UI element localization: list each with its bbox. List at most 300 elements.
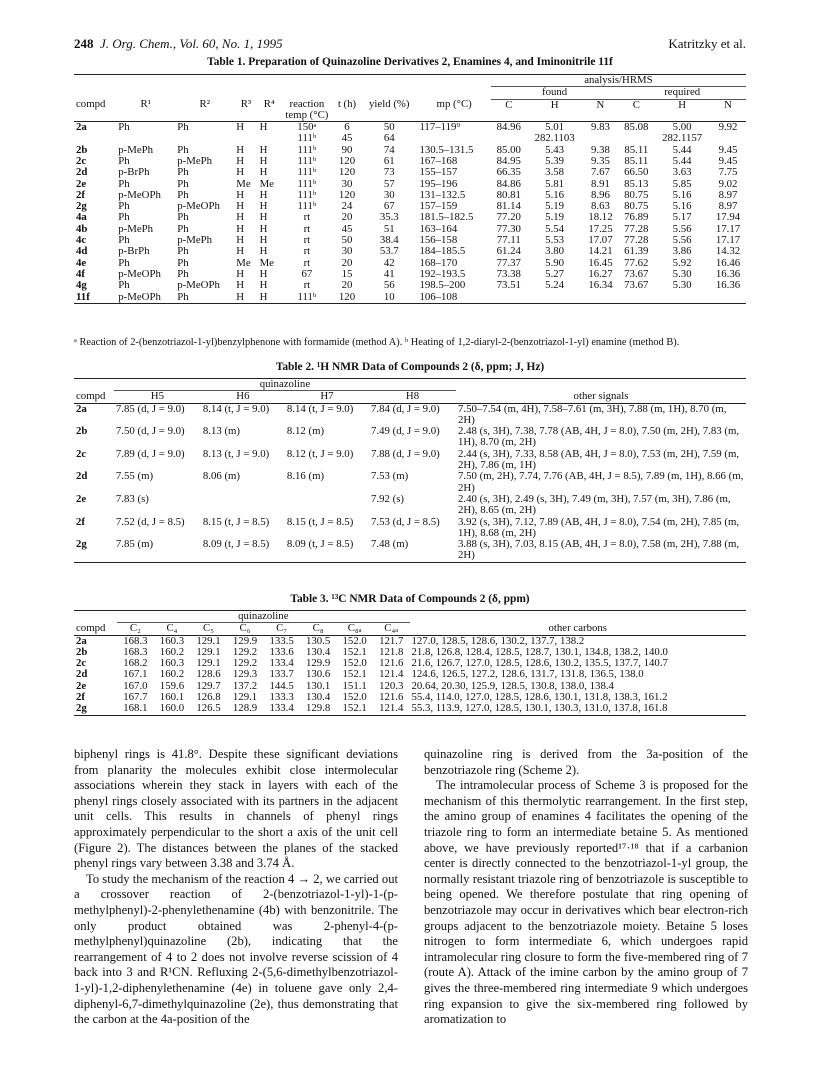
table1-row — [74, 122, 746, 134]
table-cell: 80.75 — [624, 200, 649, 213]
table-cell: 127.0, 128.5, 128.6, 130.2, 137.7, 138.2 — [411, 634, 585, 647]
table-cell: 120 — [338, 154, 356, 167]
table-cell: 129.1 — [196, 634, 221, 647]
table3-column-header: C₂ — [117, 623, 154, 635]
table-cell: H — [259, 267, 268, 280]
table-cell: 130.5 — [305, 634, 331, 647]
table1-column-header: yield (%) — [361, 99, 417, 122]
table-cell: 5.85 — [672, 177, 692, 190]
table-cell: H — [259, 200, 268, 213]
table-cell: 16.46 — [715, 256, 741, 269]
table-cell: 9.83 — [591, 121, 610, 134]
table2-row — [74, 539, 746, 562]
table-cell: 195–196 — [419, 177, 458, 190]
table-cell: 160.3 — [159, 634, 185, 647]
table-cell — [583, 292, 619, 304]
table-cell: 7.75 — [718, 166, 738, 179]
table-cell: 129.1 — [232, 691, 258, 704]
table-cell: H — [259, 279, 268, 292]
table1-row — [74, 167, 746, 178]
table-cell: 55.4, 114.0, 127.0, 128.5, 128.6, 130.1, 131.8, 138.3, 161.2 — [411, 691, 668, 704]
table-cell: Ph — [175, 292, 234, 304]
table2-caption: Table 2. ¹H NMR Data of Compounds 2 (δ, ppm; J, Hz) — [275, 361, 545, 373]
body-paragraph: The intramolecular process of Scheme 3 is proposed for the mechanism of this thermolytic rearrangement. In the first step, the amino group of enamines 4 facilitates the opening of the triazole ring to form an intermediate betaine 5. As mentioned above, we have previously reported¹⁷·¹⁸ that if a carbanion center is directly connected to the benzotriazol-1-yl group, the normally resistant triazole ring of benzotriazole is susceptible to being opened. We therefore postulate that ring opening of benzotriazole may occur in derivatives which bear electron-rich groups adjacent to the benzotriazole moiety. Betaine 5 loses nitrogen to form intermediate 6, which undergoes rapid intramolecular ring closure to form the five-membered ring of 7 (route A). Attack of the imine carbon by the amino group of 7 gives the three-membered ring intermediate 9 which undergoes ring expansion to give the six-membered ring followed by aromatization to — [424, 778, 748, 1027]
table-cell — [583, 133, 619, 144]
table-cell: 9.92 — [718, 121, 738, 134]
table-cell: 55.3, 113.9, 127.0, 128.5, 130.1, 130.3, 131.0, 137.8, 161.8 — [410, 703, 747, 715]
table-cell: 20 — [341, 256, 353, 269]
table-cell: H — [259, 234, 268, 247]
table-cell: 51 — [383, 222, 395, 235]
table-cell: Me — [236, 256, 251, 269]
table-cell — [285, 494, 369, 517]
table-cell: 77.11 — [496, 234, 521, 247]
table-cell: 121.4 — [373, 703, 410, 715]
table-cell: 90 — [341, 143, 353, 156]
table-cell — [417, 133, 490, 144]
table-cell: 121.8 — [379, 645, 404, 658]
table-cell: 152.0 — [342, 691, 367, 704]
table-cell: Ph — [177, 143, 189, 156]
table-cell: H — [236, 267, 245, 280]
table-cell: 128.6 — [196, 668, 221, 681]
table-cell: Ph — [177, 222, 189, 235]
table-cell: H — [236, 200, 245, 213]
table-cell: 3.58 — [545, 166, 565, 179]
table-cell: 16.34 — [588, 279, 613, 292]
table-cell: 9.02 — [718, 177, 738, 190]
table-cell: 18.12 — [588, 211, 613, 224]
table-cell: 9.45 — [718, 143, 738, 156]
table-cell: 111ᵇ — [297, 154, 317, 167]
table-cell: 7.53 (m) — [371, 470, 409, 483]
table-cell: 129.8 — [300, 703, 337, 715]
table-cell: 20.64, 20.30, 125.9, 128.5, 130.8, 138.0, 138.4 — [411, 679, 614, 692]
table-cell: 2e — [76, 177, 87, 190]
table1-footnote: ᵃ Reaction of 2-(benzotriazol-1-yl)benzylphenone with formamide (method A). ᵇ Heating of 1,2-diaryl-2-(benzotriazol-1-yl) enamine (method B). — [74, 337, 680, 348]
table-cell: 5.19 — [545, 200, 565, 213]
table2-column-header: H8 — [369, 391, 456, 403]
table-cell: p-MeOPh — [118, 267, 161, 280]
table-cell: 77.37 — [496, 256, 521, 269]
table-cell: 160.3 — [159, 657, 185, 670]
table-cell: 2d — [76, 668, 88, 681]
table-cell: 7.84 (d, J = 9.0) — [371, 402, 440, 415]
table1-column-header: t (h) — [333, 99, 361, 122]
table-cell: rt — [303, 245, 311, 258]
table-cell: 4e — [76, 256, 87, 269]
table-cell: H — [259, 188, 268, 201]
table-cell: H — [236, 121, 245, 134]
table-cell: 5.30 — [672, 279, 692, 292]
table-cell: H — [236, 154, 245, 167]
table-cell: 2.44 (s, 3H), 7.33, 8.58 (AB, 4H, J = 8.0), 7.53 (m, 2H), 7.59 (m, 2H), 7.86 (m, 1H) — [458, 447, 740, 472]
table-cell: 5.24 — [545, 279, 565, 292]
table-cell: H — [259, 166, 268, 179]
table2-row — [74, 426, 746, 449]
table3-column-header: C₄ — [154, 623, 191, 635]
table2-row — [74, 403, 746, 426]
table-cell: 3.63 — [672, 166, 692, 179]
table-cell: 73 — [383, 166, 395, 179]
table-cell: 7.48 (m) — [369, 539, 456, 562]
table-cell: 77.20 — [496, 211, 521, 224]
table-cell: 3.86 — [672, 245, 692, 258]
table3-caption: Table 3. ¹³C NMR Data of Compounds 2 (δ, ppm) — [290, 593, 530, 605]
table-cell: 152.1 — [342, 645, 367, 658]
table-cell: 2.40 (s, 3H), 2.49 (s, 3H), 7.49 (m, 3H), 7.57 (m, 3H), 7.86 (m, 2H), 8.65 (m, 2H) — [458, 492, 731, 517]
table-cell: 57 — [383, 177, 395, 190]
table-cell: 8.63 — [591, 200, 610, 213]
table-cell: 11f — [74, 292, 116, 304]
table-cell: 2f — [76, 188, 85, 201]
table1-column-header: compd — [74, 99, 116, 122]
table-cell: 5.01 — [545, 121, 565, 134]
table-cell: 160.0 — [154, 703, 191, 715]
table1-column-header: R⁴ — [258, 99, 281, 122]
table-cell: 5.90 — [545, 256, 565, 269]
table-cell: 157–159 — [419, 200, 458, 213]
table-cell: 126.5 — [190, 703, 227, 715]
table-cell: 5.39 — [545, 154, 565, 167]
table-cell: 8.06 (m) — [202, 470, 241, 483]
table-cell: 2g — [74, 539, 114, 562]
table3-column-header: C₈ — [300, 623, 337, 635]
table-cell: 81.14 — [496, 200, 521, 213]
table-cell: 80.75 — [624, 188, 649, 201]
table-cell: 137.2 — [232, 679, 258, 692]
table-cell: 2g — [76, 200, 87, 213]
table-cell: 198.5–200 — [419, 279, 466, 292]
table-cell: p-MeOPh — [177, 200, 220, 213]
table-cell: 121.7 — [379, 634, 404, 647]
table-cell: 42 — [383, 256, 395, 269]
table1-column-header: R¹ — [116, 99, 175, 122]
table-cell: 111ᵇ — [297, 177, 317, 190]
table-cell: 35.3 — [379, 211, 399, 224]
table-cell: 192–193.5 — [419, 267, 466, 280]
table-cell: 7.50–7.54 (m, 4H), 7.58–7.61 (m, 3H), 7.88 (m, 1H), 8.70 (m, 2H) — [458, 402, 727, 426]
table-cell: H — [236, 211, 245, 224]
table-cell — [710, 292, 746, 304]
table3-group-label: quinazoline — [117, 611, 409, 623]
table-cell: 6 — [344, 121, 350, 134]
table-cell — [618, 292, 654, 304]
table-cell: 129.9 — [305, 657, 331, 670]
table-cell: H — [259, 245, 268, 258]
table-cell: 8.14 (t, J = 9.0) — [202, 402, 270, 415]
table-cell: 130.4 — [305, 691, 331, 704]
table-cell: 111ᵇ — [297, 166, 317, 179]
table-cell — [116, 133, 175, 144]
table-cell: 77.28 — [624, 222, 649, 235]
table-cell: 85.13 — [624, 177, 649, 190]
table-cell: 7.89 (d, J = 9.0) — [115, 447, 185, 460]
table-cell: 24 — [341, 200, 353, 213]
table-cell: 168–170 — [419, 256, 458, 269]
body-right-column — [424, 747, 748, 1028]
table2-row — [74, 494, 746, 517]
table-cell: 17.94 — [715, 211, 741, 224]
table-cell: 21.6, 126.7, 127.0, 128.5, 128.6, 130.2, 135.5, 137.7, 140.7 — [411, 657, 668, 670]
table-cell: Ph — [118, 279, 130, 292]
table-cell: 80.81 — [496, 188, 521, 201]
page-number: 248 — [74, 36, 94, 51]
table-cell: 133.4 — [269, 657, 294, 670]
table-cell: 2c — [76, 657, 87, 670]
table-cell: 130.1 — [305, 679, 331, 692]
table-cell: 14.21 — [588, 245, 613, 258]
table-cell: 168.1 — [117, 703, 154, 715]
table-cell — [175, 133, 234, 144]
table-cell: p-MeOPh — [118, 188, 161, 201]
table-cell: rt — [303, 211, 311, 224]
table-cell: 2d — [76, 470, 88, 483]
table-cell: H — [236, 166, 245, 179]
table-cell: 7.50 (m, 2H), 7.74, 7.76 (AB, 4H, J = 8.5), 7.89 (m, 1H), 8.66 (m, 2H) — [458, 470, 744, 494]
table-cell: Ph — [177, 256, 189, 269]
table-cell: 7.50 (d, J = 9.0) — [115, 425, 185, 438]
table-cell: 2e — [76, 679, 87, 692]
table-cell: 30 — [383, 188, 395, 201]
table-cell: 17.17 — [715, 222, 741, 235]
table-cell: 160.1 — [159, 691, 185, 704]
table-cell: 2f — [76, 515, 85, 528]
table-cell: 7.92 (s) — [371, 492, 404, 505]
table-cell: 168.3 — [123, 634, 148, 647]
table-cell: Ph — [177, 166, 189, 179]
table-cell: 130.6 — [305, 668, 331, 681]
table-cell: Ph — [118, 234, 130, 247]
table-cell: 50 — [341, 234, 353, 247]
table2-column-header: H5 — [114, 391, 201, 403]
table-cell: 7.49 (d, J = 9.0) — [371, 425, 440, 438]
table-cell: 66.35 — [496, 166, 521, 179]
table-cell: Ph — [177, 177, 189, 190]
table-cell: 121.6 — [379, 691, 404, 704]
table-cell: 2c — [76, 447, 87, 460]
table-cell: 74 — [383, 143, 395, 156]
table-cell: Me — [259, 256, 274, 269]
table-cell: 129.3 — [232, 668, 258, 681]
table1-column-header: H — [527, 99, 583, 122]
table-cell: 128.9 — [227, 703, 264, 715]
table-cell: 8.13 (t, J = 9.0) — [202, 447, 270, 460]
table3-row — [74, 703, 746, 715]
table-cell — [654, 292, 710, 304]
table3-column-header: other carbons — [410, 623, 747, 635]
table-cell: 84.96 — [496, 121, 521, 134]
table-cell: Ph — [118, 177, 130, 190]
table-cell: 17.17 — [715, 234, 741, 247]
table2-group-label: quinazoline — [114, 379, 456, 391]
table-cell: 7.55 (m) — [115, 470, 154, 483]
table1-column-header: C — [618, 99, 654, 122]
table-cell: 50 — [383, 121, 395, 134]
table1-column-header: C — [491, 99, 527, 122]
table-cell: 133.7 — [269, 668, 294, 681]
table-cell: 2b — [76, 645, 88, 658]
table3-column-header: C₇ — [263, 623, 300, 635]
table-cell: 5.53 — [545, 234, 565, 247]
table-cell: 126.8 — [196, 691, 221, 704]
table-cell: 14.32 — [715, 245, 741, 258]
table1-row — [74, 246, 746, 257]
table-cell: Ph — [118, 154, 130, 167]
table-cell: 5.27 — [545, 267, 565, 280]
table-cell: 3.92 (s, 3H), 7.12, 7.89 (AB, 4H, J = 8.0), 7.54 (m, 2H), 7.85 (m, 1H), 8.68 (m, 2H) — [458, 515, 740, 539]
table-cell: 5.17 — [672, 211, 692, 224]
table-cell: 130.4 — [305, 645, 331, 658]
table-cell: H — [258, 292, 281, 304]
table-cell: 181.5–182.5 — [419, 211, 474, 224]
table-cell — [201, 494, 285, 517]
table-cell — [710, 133, 746, 144]
table-cell: 76.89 — [624, 211, 649, 224]
table-cell: 152.1 — [342, 668, 367, 681]
table1-row — [74, 292, 746, 304]
table-cell: 85.11 — [624, 143, 649, 156]
table-cell: 159.6 — [159, 679, 185, 692]
table-cell: H — [236, 234, 245, 247]
table-cell: 53.7 — [379, 245, 399, 258]
table1-column-header: mp (°C) — [417, 99, 490, 122]
table2-column-header: H7 — [285, 391, 369, 403]
table-cell: 7.83 (s) — [115, 492, 149, 505]
table-cell — [491, 292, 527, 304]
table2-row — [74, 517, 746, 540]
table-cell: 77.30 — [496, 222, 521, 235]
table-cell: 7.85 (d, J = 9.0) — [115, 402, 185, 415]
table-cell: 5.44 — [672, 143, 692, 156]
table-cell: 5.56 — [672, 222, 692, 235]
table1-required-label: required — [618, 87, 746, 99]
table-cell: 16.27 — [588, 267, 613, 280]
table-cell: 85.08 — [624, 121, 649, 134]
body-paragraph: To study the mechanism of the reaction 4 → 2, we carried out a crossover reaction of 2-(benzotriazol-1-yl)-1-(p-methylphenyl)-2-phenylethenamine (4b) with benzonitrile. The only product obtained was 2-phenyl-4-(p-methylphenyl)quinazoline (2b), indicating that the rearrangement of 4 to 2 does not involve reverse scission of 4 back into 3 and R¹CN. Refluxing 2-(5,6-dimethylbenzotriazol-1-yl)-1,2-diphenylethenamine (4e) in toluene gave only 2,4-diphenyl-6,7-dimethylquinazoline (2e), thus demonstrating that the carbon at the 4a-position of the — [74, 871, 398, 1027]
table-cell: 133.5 — [269, 634, 294, 647]
table-cell: 120.3 — [379, 679, 404, 692]
table-cell: 30 — [341, 177, 353, 190]
table-cell: p-MePh — [118, 143, 154, 156]
table-cell: Me — [236, 177, 251, 190]
table-cell: 7.52 (d, J = 8.5) — [115, 515, 185, 528]
table-cell: 133.4 — [263, 703, 300, 715]
table-cell: 8.09 (t, J = 8.5) — [201, 539, 285, 562]
table-cell: p-MePh — [177, 234, 213, 247]
table-cell: rt — [303, 222, 311, 235]
table-cell: 8.09 (t, J = 8.5) — [285, 539, 369, 562]
table-cell: Ph — [118, 211, 130, 224]
table1-column-header: reaction temp (°C) — [281, 99, 333, 122]
table-cell: Me — [259, 177, 274, 190]
table2-column-header: other signals — [456, 391, 746, 403]
table-cell: p-MePh — [118, 222, 154, 235]
table-cell: 4b — [76, 222, 88, 235]
table-cell: 7.53 (d, J = 8.5) — [371, 515, 440, 528]
table-cell: 4g — [76, 279, 87, 292]
table-cell: 85.11 — [624, 154, 649, 167]
table-cell: 167.1 — [123, 668, 148, 681]
table-cell: 2b — [76, 425, 88, 438]
table-cell: 5.00 — [672, 121, 692, 134]
table-cell: H — [236, 143, 245, 156]
table3 — [74, 610, 746, 716]
table-cell: 5.92 — [672, 256, 692, 269]
table-cell: p-MeOPh — [177, 279, 220, 292]
table-cell: p-BrPh — [118, 166, 150, 179]
table-cell: Ph — [118, 200, 130, 213]
table1-row — [74, 280, 746, 291]
table-cell: 9.45 — [718, 154, 738, 167]
table-cell: 160.2 — [159, 668, 185, 681]
table3-column-header: C₄ₐ — [373, 623, 410, 635]
table-cell: 129.2 — [232, 657, 258, 670]
table-cell: 73.38 — [496, 267, 521, 280]
table-cell — [234, 133, 257, 144]
table-cell: 45 — [341, 222, 353, 235]
table-cell: 67 — [301, 267, 313, 280]
table-cell: H — [259, 143, 268, 156]
table-cell: 8.91 — [591, 177, 610, 190]
table-cell — [527, 292, 583, 304]
table-cell: 111ᵇ — [297, 132, 317, 145]
table-cell: H — [259, 154, 268, 167]
table-cell: rt — [303, 279, 311, 292]
table-cell: H — [236, 222, 245, 235]
table-cell — [491, 133, 527, 144]
table-cell: 121.4 — [379, 668, 404, 681]
table-cell: 8.96 — [591, 188, 610, 201]
table-cell: 8.14 (t, J = 9.0) — [286, 402, 354, 415]
table-cell: 124.6, 126.5, 127.2, 128.6, 131.7, 131.8, 136.5, 138.0 — [411, 668, 644, 681]
table-cell: 84.95 — [496, 154, 521, 167]
table-cell: 184–185.5 — [419, 245, 466, 258]
table-cell: 8.16 (m) — [286, 470, 325, 483]
table2-column-header: H6 — [201, 391, 285, 403]
table-cell: 38.4 — [379, 234, 399, 247]
table-cell: 84.86 — [496, 177, 521, 190]
running-header — [74, 36, 746, 52]
table-cell: 5.16 — [672, 188, 692, 201]
table-cell: 30 — [341, 245, 353, 258]
body-paragraph: quinazoline ring is derived from the 3a-position of the benzotriazole ring (Scheme 2). — [424, 747, 748, 777]
table1 — [74, 74, 746, 304]
table-cell — [258, 133, 281, 144]
table-cell: 17.07 — [588, 234, 613, 247]
table-cell: 5.19 — [545, 211, 565, 224]
table-cell: 3.80 — [545, 245, 565, 258]
table-cell: 4a — [76, 211, 87, 224]
table1-caption: Table 1. Preparation of Quinazoline Derivatives 2, Enamines 4, and Iminonitrile 11f — [207, 56, 613, 68]
table-cell: 152.0 — [342, 657, 367, 670]
table1-column-header: R³ — [234, 99, 257, 122]
table-cell: 5.16 — [672, 200, 692, 213]
table2-row — [74, 449, 746, 472]
table2-column-header: compd — [74, 391, 114, 403]
table-cell: 8.97 — [718, 188, 738, 201]
table-cell: Ph — [177, 245, 189, 258]
table-cell: 2.48 (s, 3H), 7.38, 7.78 (AB, 4H, J = 8.0), 7.50 (m, 2H), 7.83 (m, 1H), 8.70 (m, 2H) — [458, 425, 740, 449]
table-cell: 117–119⁹ — [419, 121, 461, 134]
table-cell: Ph — [177, 267, 189, 280]
table-cell: 85.00 — [496, 143, 521, 156]
table-cell: 66.50 — [624, 166, 649, 179]
table-cell: 152.1 — [336, 703, 373, 715]
table-cell: 144.5 — [269, 679, 294, 692]
table-cell: 5.44 — [672, 154, 692, 167]
table-cell: rt — [303, 234, 311, 247]
